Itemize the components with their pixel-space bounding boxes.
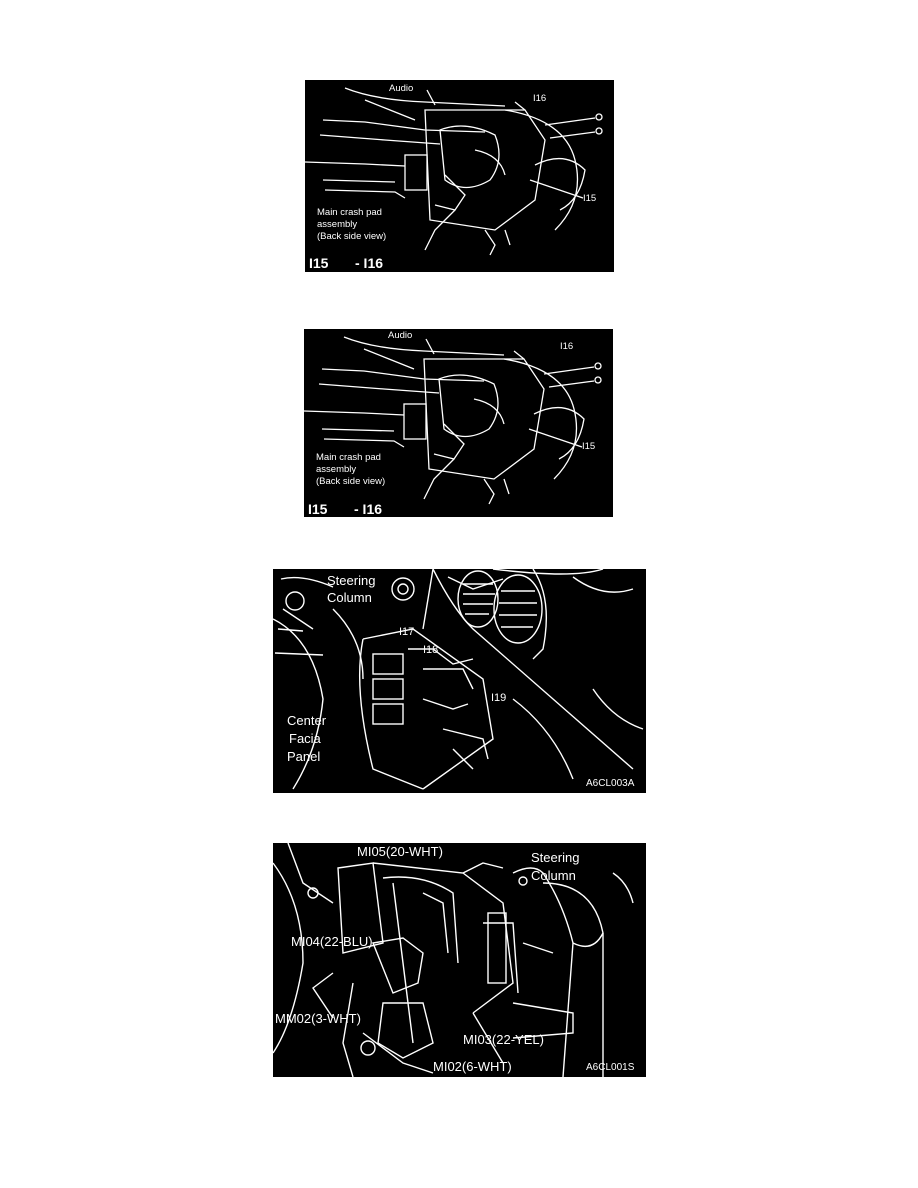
- crash-pad-drawing: [304, 329, 613, 517]
- steering-column-label-line-2: Column: [531, 868, 576, 883]
- connector-i15-label: I15: [583, 193, 597, 204]
- caption-left: I15: [308, 501, 328, 517]
- connector-i17-label: I17: [399, 626, 415, 638]
- connector-mi02-label: MI02(6-WHT): [433, 1059, 512, 1074]
- center-facia-label-line-1: Center: [287, 713, 327, 728]
- figure-code: A6CL003A: [586, 778, 635, 789]
- steering-column-label-line-1: Steering: [327, 573, 376, 588]
- figure-code: A6CL001S: [586, 1062, 635, 1073]
- connector-mi05-label: MI05(20-WHT): [357, 844, 443, 859]
- description-line-3: (Back side view): [317, 231, 387, 242]
- description-line-1: Main crash pad: [316, 452, 381, 463]
- audio-label: Audio: [388, 330, 413, 341]
- steering-column-label-line-2: Column: [327, 590, 372, 605]
- figure-center-facia: [273, 569, 646, 793]
- connector-i16-label: I16: [533, 93, 547, 104]
- connector-i16-label: I16: [560, 341, 574, 352]
- crash-pad-drawing: [305, 80, 614, 272]
- figure-crash-pad-1: [305, 80, 614, 272]
- caption-left: I15: [309, 255, 329, 271]
- connector-mi03-label: MI03(22-YEL): [463, 1032, 544, 1047]
- connector-mm02-label: MM02(3-WHT): [275, 1011, 361, 1026]
- description-line-3: (Back side view): [316, 476, 386, 487]
- center-facia-label-line-3: Panel: [287, 749, 321, 764]
- description-line-1: Main crash pad: [317, 207, 382, 218]
- caption-right: - I16: [354, 501, 383, 517]
- steering-column-label-line-1: Steering: [531, 850, 580, 865]
- description-line-2: assembly: [317, 219, 358, 230]
- caption-right: - I16: [355, 255, 384, 271]
- center-facia-label-line-2: Facia: [289, 731, 321, 746]
- figure-connectors-mi: [273, 843, 646, 1077]
- figure-crash-pad-2: [304, 329, 613, 517]
- connector-i15-label: I15: [582, 441, 596, 452]
- description-line-2: assembly: [316, 464, 357, 475]
- connector-mi04-label: MI04(22-BLU): [291, 934, 373, 949]
- audio-label: Audio: [389, 83, 414, 94]
- connectors-drawing: [273, 843, 646, 1077]
- connector-i19-label: I19: [491, 692, 507, 704]
- connector-i18-label: I18: [423, 644, 439, 656]
